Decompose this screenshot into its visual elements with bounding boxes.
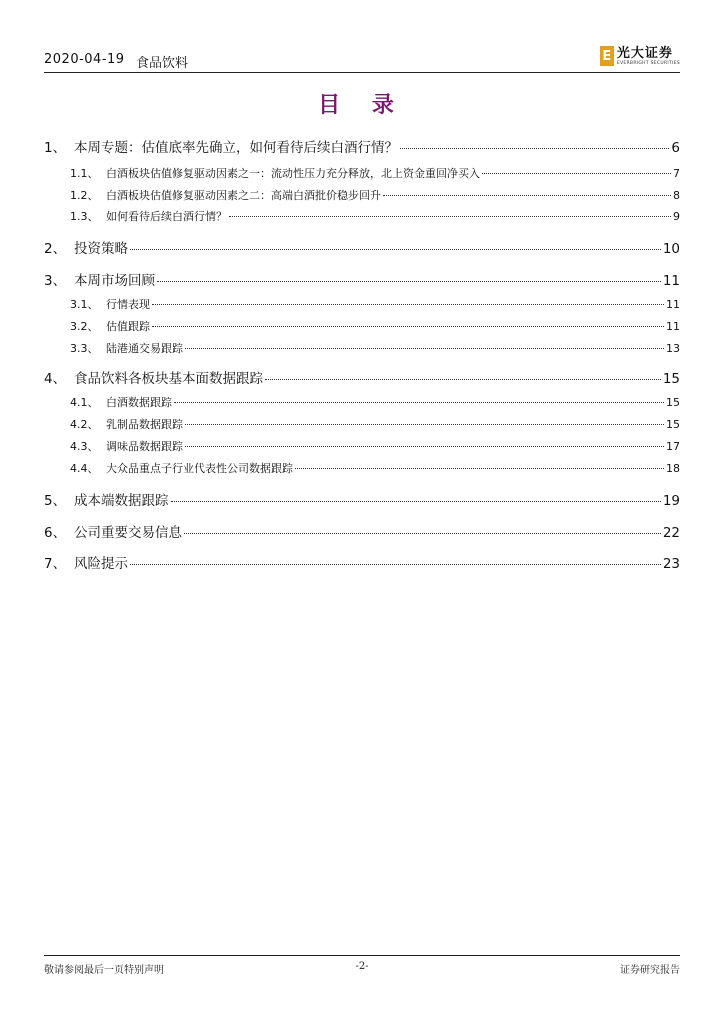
toc-entry-title: 公司重要交易信息 (74, 525, 182, 541)
toc-entry-number: 1.1、 (70, 167, 99, 180)
toc-leader-dots (174, 402, 664, 403)
toc-entry-title: 白酒板块估值修复驱动因素之二：高端白酒批价稳步回升 (106, 189, 381, 202)
footer-divider (44, 955, 680, 956)
report-type: 证券研究报告 (620, 965, 680, 976)
toc-entry[interactable] (44, 489, 680, 509)
report-sector: 食品饮料 (136, 56, 189, 71)
disclaimer-note: 敬请参阅最后一页特别声明 (44, 965, 164, 976)
company-logo (600, 46, 680, 67)
toc-entry-number: 6、 (44, 525, 67, 541)
toc-entry-title: 陆港通交易跟踪 (106, 342, 183, 355)
toc-entry[interactable] (44, 460, 680, 476)
toc-leader-dots (152, 326, 664, 327)
toc-entry-number: 4.2、 (70, 418, 99, 431)
toc-entry-number: 1、 (44, 140, 67, 156)
toc-entry-title: 白酒板块估值修复驱动因素之一：流动性压力充分释放，北上资金重回净买入 (106, 167, 480, 180)
toc-entry-page: 11 (662, 273, 680, 289)
toc-leader-dots (400, 148, 669, 149)
toc-entry[interactable] (44, 165, 680, 181)
toc-leader-dots (152, 304, 664, 305)
toc-entry-page: 6 (671, 140, 680, 156)
toc-entry-page: 15 (666, 418, 680, 431)
toc-entry-page: 11 (666, 298, 680, 311)
toc-entry-page: 15 (662, 371, 680, 387)
toc-entry[interactable] (44, 208, 680, 224)
toc-entry-title: 食品饮料各板块基本面数据跟踪 (74, 371, 263, 387)
toc-entry[interactable] (44, 237, 680, 257)
toc-entry[interactable] (44, 416, 680, 432)
toc-entry[interactable] (44, 187, 680, 203)
toc-entry-number: 3、 (44, 273, 67, 289)
toc-entry-page: 19 (662, 493, 680, 509)
toc-entry-title: 大众品重点子行业代表性公司数据跟踪 (106, 462, 293, 475)
toc-entry[interactable] (44, 367, 680, 387)
toc-entry-page: 18 (666, 462, 680, 475)
toc-leader-dots (157, 281, 661, 282)
toc-entry-page: 10 (662, 241, 680, 257)
toc-entry-number: 2、 (44, 241, 67, 257)
toc-entry-number: 3.1、 (70, 298, 99, 311)
toc-entry-page: 7 (673, 167, 680, 180)
toc-entry-number: 1.2、 (70, 189, 99, 202)
toc-entry-title: 乳制品数据跟踪 (106, 418, 183, 431)
toc-leader-dots (171, 501, 661, 502)
report-date: 2020-04-19 (44, 52, 125, 67)
header-divider (44, 72, 680, 73)
toc-entry-page: 11 (666, 320, 680, 333)
toc-entry[interactable] (44, 136, 680, 156)
toc-entry-title: 本周专题：估值底率先确立，如何看待后续白酒行情？ (74, 140, 398, 156)
toc-title: 目 录 (318, 93, 406, 118)
logo-english-name: EVERBRIGHT SECURITIES (616, 61, 680, 66)
toc-entry[interactable] (44, 552, 680, 572)
toc-entry-number: 3.2、 (70, 320, 99, 333)
toc-entry-title: 风险提示 (74, 556, 128, 572)
toc-entry-page: 15 (666, 396, 680, 409)
toc-entry-number: 1.3、 (70, 210, 99, 223)
toc-entry[interactable] (44, 438, 680, 454)
logo-chinese-name: 光大证券 (616, 46, 673, 61)
toc-leader-dots (185, 446, 664, 447)
toc-entry[interactable] (44, 521, 680, 541)
page-footer (44, 955, 680, 975)
toc-entry[interactable] (44, 394, 680, 410)
toc-leader-dots (383, 195, 671, 196)
toc-entry-title: 白酒数据跟踪 (106, 396, 172, 409)
toc-leader-dots (265, 379, 661, 380)
toc-entry-title: 投资策略 (74, 241, 128, 257)
toc-entry-page: 22 (662, 525, 680, 541)
toc-leader-dots (482, 173, 671, 174)
toc-entry-number: 4.1、 (70, 396, 99, 409)
toc-entry-title: 成本端数据跟踪 (74, 493, 169, 509)
logo-mark-icon: E (600, 46, 614, 66)
toc-entry-page: 17 (666, 440, 680, 453)
toc-entry-number: 7、 (44, 556, 67, 572)
toc-entry[interactable] (44, 269, 680, 289)
toc-entry-title: 如何看待后续白酒行情？ (106, 210, 227, 223)
toc-leader-dots (130, 249, 661, 250)
toc-entry-page: 9 (673, 210, 680, 223)
toc-leader-dots (184, 533, 661, 534)
toc-entry-number: 4、 (44, 371, 67, 387)
toc-entry[interactable] (44, 296, 680, 312)
toc-entry-number: 3.3、 (70, 342, 99, 355)
toc-entry-number: 4.4、 (70, 462, 99, 475)
toc-entry-number: 5、 (44, 493, 67, 509)
toc-leader-dots (185, 348, 664, 349)
toc-entry-title: 行情表现 (106, 298, 150, 311)
toc-leader-dots (130, 564, 661, 565)
toc-entry-page: 13 (666, 342, 680, 355)
toc-entry-number: 4.3、 (70, 440, 99, 453)
toc-leader-dots (295, 468, 664, 469)
page-header (44, 44, 680, 74)
toc-entry-title: 估值跟踪 (106, 320, 150, 333)
toc-entry[interactable] (44, 318, 680, 334)
toc-entry[interactable] (44, 340, 680, 356)
page-number: -2- (355, 961, 369, 972)
toc-entry-title: 调味品数据跟踪 (106, 440, 183, 453)
toc-leader-dots (229, 216, 671, 217)
toc-leader-dots (185, 424, 664, 425)
toc-entry-page: 23 (662, 556, 680, 572)
toc-entry-page: 8 (673, 189, 680, 202)
toc-entry-title: 本周市场回顾 (74, 273, 155, 289)
